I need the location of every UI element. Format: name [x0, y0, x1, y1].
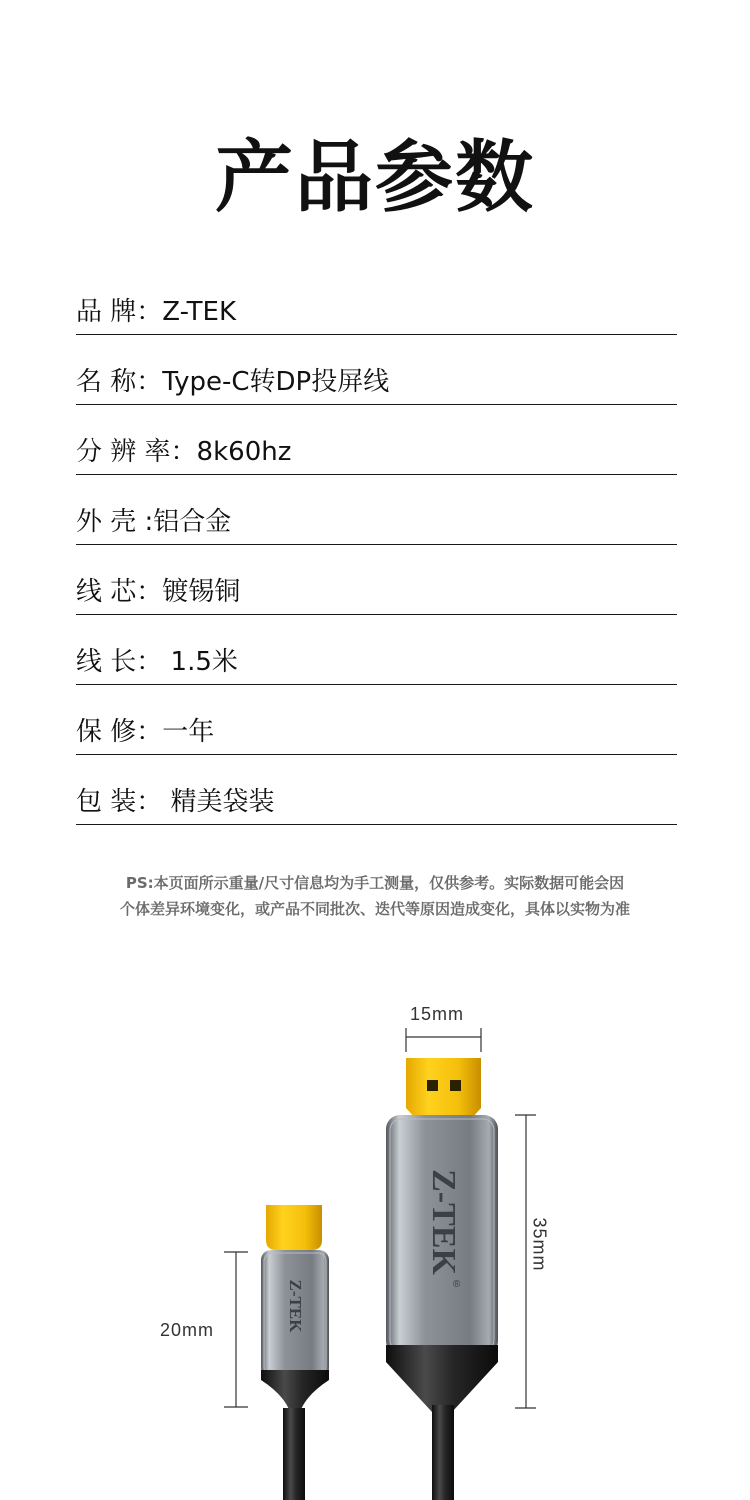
page-title: 产品参数	[214, 133, 535, 223]
dp-width-dimension	[406, 1028, 481, 1052]
dp-connector	[386, 1058, 498, 1500]
spec-label: 线 长	[76, 647, 137, 677]
spec-sep: ：	[136, 297, 163, 327]
spec-value: 镀锡铜	[162, 577, 241, 607]
spec-value: 8k60hz	[196, 437, 292, 467]
spec-sep: :	[136, 507, 154, 537]
spec-sep: ：	[136, 647, 171, 677]
spec-value: Z-TEK	[162, 297, 236, 327]
note-line-2: 个体差异环境变化，或产品不同批次、迭代等原因造成变化，具体以实物为准	[119, 900, 630, 918]
registered-mark-dp: ®	[453, 1279, 461, 1290]
spec-sep: ：	[136, 787, 171, 817]
dp-width-label: 15mm	[410, 1004, 465, 1024]
typec-length-dimension	[224, 1252, 248, 1407]
spec-label: 分 辨 率	[76, 437, 171, 467]
spec-value: 1.5米	[170, 647, 238, 677]
note-line-1: PS:本页面所示重量/尺寸信息均为手工测量，仅供参考。实际数据可能会因	[125, 874, 625, 892]
typec-connector	[261, 1205, 329, 1500]
typec-length-label: 20mm	[160, 1320, 215, 1340]
spec-label: 品 牌	[76, 297, 137, 327]
spec-value: Type-C转DP投屏线	[162, 367, 390, 397]
spec-value: 一年	[162, 717, 215, 747]
spec-value: 铝合金	[153, 507, 232, 537]
dp-length-label: 35mm	[529, 1217, 550, 1272]
spec-label: 线 芯	[76, 577, 137, 607]
dp-length-dimension	[515, 1115, 536, 1408]
spec-value: 精美袋装	[170, 787, 275, 817]
dp-logo-text: Z-TEK	[425, 1169, 463, 1275]
spec-label: 名 称	[76, 367, 137, 397]
spec-label: 外 壳	[76, 507, 137, 537]
spec-sep: ：	[170, 437, 197, 467]
typec-logo-text: Z-TEK	[286, 1279, 306, 1333]
spec-sep: ：	[136, 717, 163, 747]
spec-sep: ：	[136, 577, 163, 607]
spec-label: 保 修	[76, 717, 137, 747]
spec-label: 包 装	[76, 787, 137, 817]
spec-sep: ：	[136, 367, 163, 397]
